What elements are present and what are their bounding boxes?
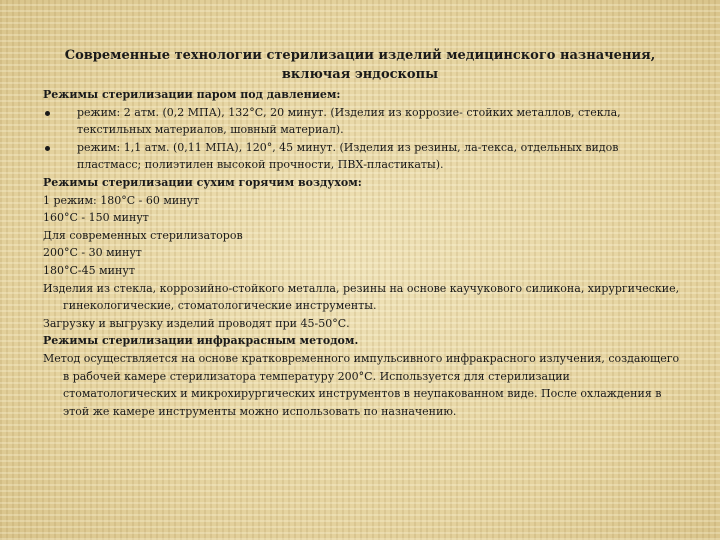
text-line: 1 режим: 180°С - 60 минут [43,193,200,207]
text-line: 180°С-45 минут [43,263,135,277]
bullet-icon [45,146,50,151]
bullet-icon [45,111,50,116]
bullet-text: режим: 2 атм. (0,2 МПА), 132°С, 20 минут. (Изделия из коррозие- стойких металлов, стекла, текстильных материалов, шовный материал). [77,105,621,137]
bullet-item [43,104,683,139]
text-paragraph: Изделия из стекла, коррозийно-стойкого металла, резины на основе каучукового силикона, хирургические, гинекологические, стоматологические инструменты. [43,281,680,313]
section-heading-steam: Режимы стерилизации паром под давлением: [43,88,341,101]
slide-title: Современные технологии стерилизации изделий медицинского назначения, включая эндоскопы [64,48,656,82]
bullet-item [43,139,683,174]
text-line: 200°С - 30 минут [43,246,142,260]
text-line: Загрузку и выгрузку изделий проводят при 45-50°С. [43,316,350,330]
section-heading-dry-heat: Режимы стерилизации сухим горячим воздухом: [43,175,362,189]
slide-content [43,86,683,420]
bullet-text: режим: 1,1 атм. (0,11 МПА), 120°, 45 минут. (Изделия из резины, ла-текса, отдельных видов пластмасс; полиэтилен высокой прочности, ПВХ-пластикаты). [77,140,619,172]
text-paragraph: Метод осуществляется на основе кратковременного импульсивного инфракрасного излучения, создающего в рабочей камере стерилизатора температуру 200°С. Используется для стерилизации стоматологических и микрохирургических инструментов в неупакованном виде. После охлаждения в этой же камере инструменты можно использовать по назначению. [43,351,680,418]
section-heading-infrared: Режимы стерилизации инфракрасным методом. [43,334,359,348]
text-line: 160°С - 150 минут [43,211,149,225]
text-line: Для современных стерилизаторов [43,228,243,242]
